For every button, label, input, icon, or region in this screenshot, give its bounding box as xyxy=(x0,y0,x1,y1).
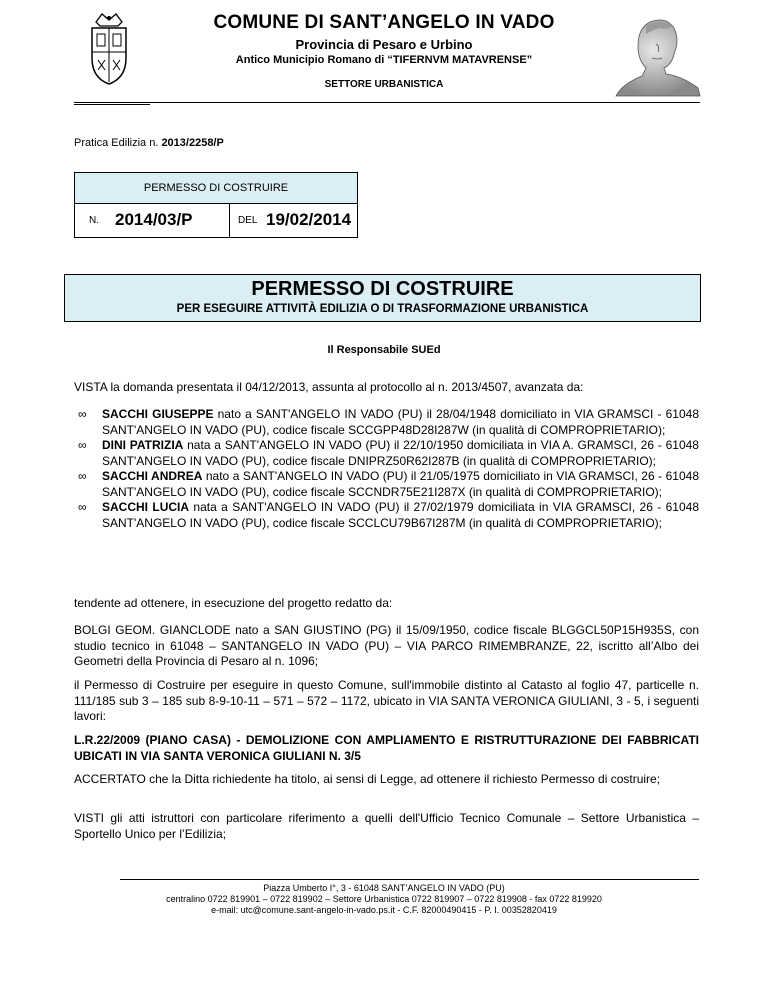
municipality-subtitle: Antico Municipio Romano di “TIFERNVM MATAVRENSE” xyxy=(235,54,533,66)
responsible-heading: Il Responsabile SUEd xyxy=(327,344,441,356)
banner-subtitle: PER ESEGUIRE ATTIVITÀ EDILIZIA O DI TRASFORMAZIONE URBANISTICA xyxy=(176,303,589,315)
header-divider xyxy=(74,102,700,103)
applicant-details: nato a SANT'ANGELO IN VADO (PU) il 28/04/1948 domiciliato in VIA GRAMSCI - 61048 SANT'ANGELO IN VADO (PU), codice fiscale SCCGPP48D28I287W (in qualità di COMPROPRIETARIO); xyxy=(102,407,699,437)
designer-paragraph: BOLGI GEOM. GIANCLODE nato a SAN GIUSTINO (PG) il 15/09/1950, codice fiscale BLGGCL50P15H935S, con studio tecnico in 61048 – SANTANGELO IN VADO (PU) – VIA PARCO RIMEMBRANZE, 22, iscritto all’Albo dei Geometri della Provincia di Pesaro al n. 1096; xyxy=(74,623,699,668)
list-item xyxy=(74,438,699,469)
permesso-paragraph: il Permesso di Costruire per eseguire in questo Comune, sull'immobile distinto al Catasto al foglio 47, particelle n. 111/185 sub 3 – 185 sub 8-9-10-11 – 571 – 572 – 1172, ubicato in VIA SANTA VERONICA GIULIANI, 3 - 5, i seguenti lavori: xyxy=(74,678,699,723)
pratica-label: Pratica Edilizia n. xyxy=(74,137,159,149)
applicant-details: nata a SANT'ANGELO IN VADO (PU) il 27/02/1979 domiciliata in VIA GRAMSCI, 26 - 61048 SANT'ANGELO IN VADO (PU), codice fiscale SCCLCU79B67I287M (in qualità di COMPROPRIETARIO); xyxy=(102,500,699,530)
roman-bust-icon xyxy=(612,14,704,98)
permit-box-heading: PERMESSO DI COSTRUIRE xyxy=(75,173,357,204)
works-description: L.R.22/2009 (PIANO CASA) - DEMOLIZIONE CON AMPLIAMENTO E RISTRUTTURAZIONE DEI FABBRICATI UBICATI IN VIA SANTA VERONICA GIULIANI N. 3/5 xyxy=(74,733,699,763)
visti-paragraph: VISTI gli atti istruttori con particolare riferimento a quelli dell'Ufficio Tecnico Comunale – Settore Urbanistica – Sportello Unico per l’Edilizia; xyxy=(74,811,699,841)
footer-phones: centralino 0722 819901 – 0722 819902 – Settore Urbanistica 0722 819907 – 0722 819908 - fax 0722 819920 xyxy=(166,894,602,904)
permit-date-label: DEL xyxy=(238,215,258,226)
bullet-icon: ∞ xyxy=(78,407,87,421)
municipality-title: COMUNE DI SANT’ANGELO IN VADO xyxy=(213,12,555,33)
applicant-name: SACCHI GIUSEPPE xyxy=(102,407,214,421)
applicant-name: SACCHI LUCIA xyxy=(102,500,190,514)
footer-divider xyxy=(120,879,699,880)
permit-number: 2014/03/P xyxy=(115,210,193,229)
bullet-icon: ∞ xyxy=(78,469,87,483)
applicants-list xyxy=(74,407,699,531)
applicant-name: DINI PATRIZIA xyxy=(102,438,184,452)
bullet-icon: ∞ xyxy=(78,500,87,514)
permit-date: 19/02/2014 xyxy=(266,210,352,229)
header-divider-short xyxy=(74,104,150,105)
province-name: Provincia di Pesaro e Urbino xyxy=(295,37,473,52)
permit-date-cell xyxy=(230,204,357,237)
applicant-details: nata a SANT'ANGELO IN VADO (PU) il 22/10/1950 domiciliata in VIA A. GRAMSCI, 26 - 61048 SANT'ANGELO IN VADO (PU), codice fiscale DNIPRZ50R62I287B (in qualità di COMPROPRIETARIO); xyxy=(102,438,699,468)
list-item xyxy=(74,500,699,531)
intro-paragraph: VISTA la domanda presentata il 04/12/2013, assunta al protocollo al n. 2013/4507, avanzata da: xyxy=(74,380,584,394)
pratica-line xyxy=(74,137,224,149)
sector-name: SETTORE URBANISTICA xyxy=(324,79,444,90)
document-banner xyxy=(64,274,701,322)
permit-number-cell xyxy=(75,204,230,237)
permit-number-label: N. xyxy=(89,215,99,226)
list-item xyxy=(74,407,699,438)
accertato-paragraph: ACCERTATO che la Ditta richiedente ha titolo, ai sensi di Legge, ad ottenere il richiesto Permesso di costruire; xyxy=(74,772,661,786)
permit-box xyxy=(74,172,358,238)
list-item xyxy=(74,469,699,500)
footer-contacts: e-mail: utc@comune.sant-angelo-in-vado.ps.it - C.F. 82000490415 - P. I. 00352820419 xyxy=(211,905,557,915)
applicant-details: nato a SANT'ANGELO IN VADO (PU) il 21/05/1975 domiciliato in VIA GRAMSCI, 26 - 61048 SANT'ANGELO IN VADO (PU), codice fiscale SCCNDR75E21I287X (in qualità di COMPROPRIETARIO); xyxy=(102,469,699,499)
tendente-paragraph: tendente ad ottenere, in esecuzione del progetto redatto da: xyxy=(74,596,393,610)
pratica-number: 2013/2258/P xyxy=(161,137,224,149)
bullet-icon: ∞ xyxy=(78,438,87,452)
applicant-name: SACCHI ANDREA xyxy=(102,469,203,483)
banner-title: PERMESSO DI COSTRUIRE xyxy=(251,278,514,300)
footer-address: Piazza Umberto I°, 3 - 61048 SANT’ANGELO IN VADO (PU) xyxy=(263,883,505,893)
